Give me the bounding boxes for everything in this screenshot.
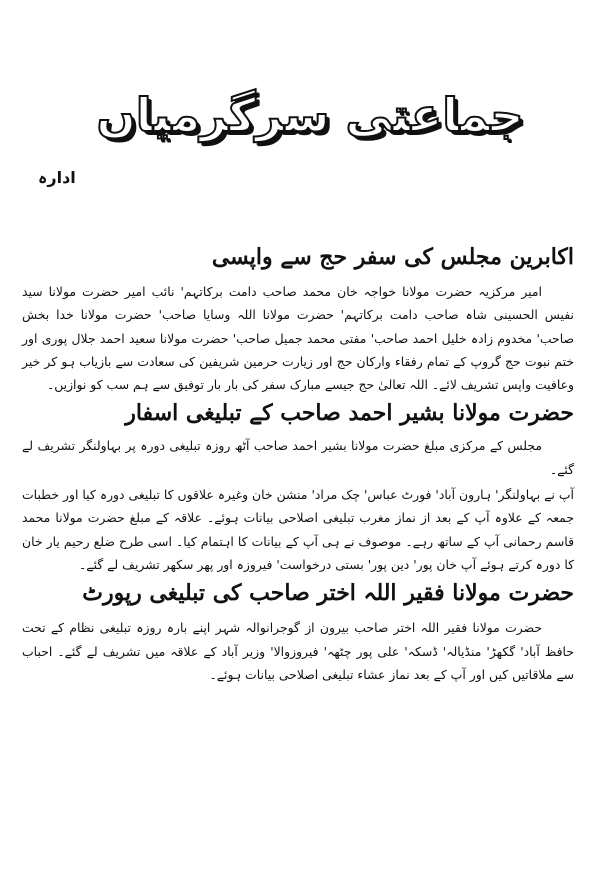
byline: ادارہ bbox=[38, 168, 76, 187]
banner-title: جماعتی سرگرمیاں bbox=[96, 88, 524, 142]
section-heading-bashir-ahmad-tours: حضرت مولانا بشیر احمد صاحب کے تبلیغی اسفار bbox=[125, 400, 574, 427]
section-banner bbox=[0, 70, 590, 187]
section-paragraph: حضرت مولانا فقیر اللہ اختر صاحب بیرون از گوجرانوالہ شہر اپنے بارہ روزہ تبلیغی نظام کے تحت حافظ آباد' گکھڑ' منڈیالہ' ڈسکہ' علی پور چٹھہ' فیروزوالا' وزیر آباد کے علاقہ میں تشریف لے گئے۔ احباب سے ملاقاتیں کیں اور آپ کے بعد نماز عشاء تبلیغی اصلاحی بیانات ہوئے۔ bbox=[22, 620, 574, 682]
section-heading-faqirullah-report: حضرت مولانا فقیر اللہ اختر صاحب کی تبلیغی رپورٹ bbox=[82, 580, 574, 607]
article-body bbox=[22, 240, 574, 686]
section-heading-hajj-return: اکابرین مجلس کی سفر حج سے واپسی bbox=[211, 244, 574, 270]
section-paragraph: آپ نے بہاولنگر' ہارون آباد' فورٹ عباس' چک مراد' منشن خان وغیرہ علاقوں کا تبلیغی دورہ کیا اور خطبات جمعہ کے علاوہ آپ کے بعد از نماز مغرب تبلیغی اصلاحی بیانات ہوئے۔ علاقہ کے مبلغ حضرت مولانا محمد قاسم رحمانی آپ کے ساتھ رہے۔ موصوف نے ہی آپ کے بیانات کا اہتمام کیا۔ اسی طرح ضلع رحیم یار خان کا دورہ کرتے ہوئے آپ خان پور' دین پور' بستی درخواست' فیروزہ اور پھر سکھر تشریف لے گئے۔ bbox=[22, 487, 574, 572]
section-paragraph: مجلس کے مرکزی مبلغ حضرت مولانا بشیر احمد صاحب آٹھ روزہ تبلیغی دورہ پر بہاولنگر تشریف لے گئے۔ bbox=[22, 438, 574, 477]
section-paragraph: امیر مرکزیہ حضرت مولانا خواجہ خان محمد صاحب دامت برکاتہم' نائب امیر حضرت مولانا سید نفیس الحسینی شاہ صاحب دامت برکاتہم' حضرت مولانا اللہ وسایا صاحب' حضرت مولانا خدا بخش صاحب' مخدوم زادہ خلیل احمد صاحب' مفتی محمد جمیل صاحب' حضرت مولانا سعید احمد جلال پوری اور ختم نبوت حج گروپ کے تمام رفقاء وارکان حج اور زیارت حرمین شریفین کی سعادت سے بازیاب ہو کر خیر وعافیت واپس تشریف لائے۔ اللہ تعالیٰ حج جیسے مبارک سفر کی بار بار توفیق سے ہم سب کو نوازیں۔ bbox=[22, 284, 574, 393]
